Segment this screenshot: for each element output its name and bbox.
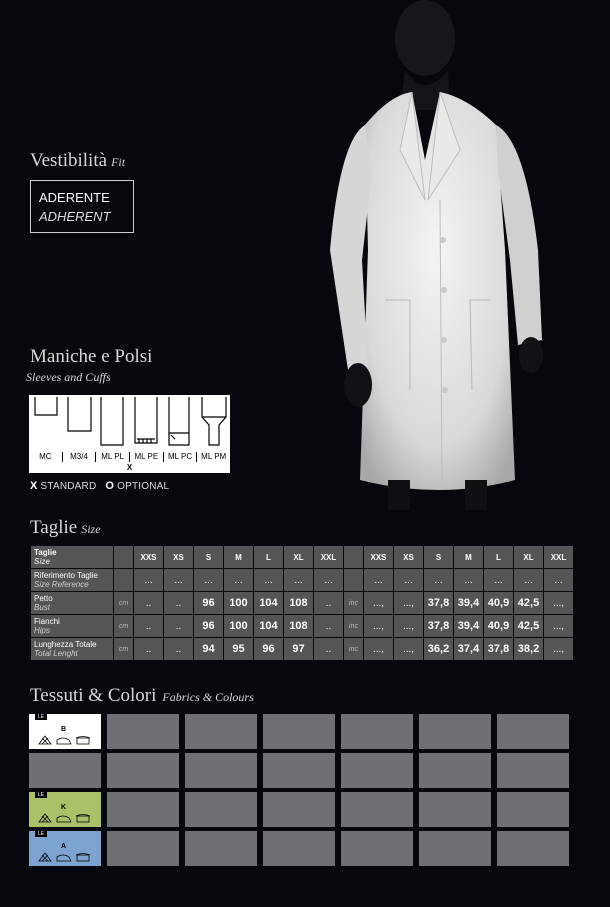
size-value-cell: ...,	[544, 638, 574, 661]
size-value-cell: 96	[194, 615, 224, 638]
sleeve-labels-row	[29, 452, 230, 462]
size-value-cell: ...,	[394, 592, 424, 615]
size-header-cell: XXL	[314, 546, 344, 569]
fabric-swatch	[497, 792, 569, 827]
size-header-cell: M	[454, 546, 484, 569]
sleeve-label: M3/4	[63, 452, 97, 462]
size-header-cell: XXS	[364, 546, 394, 569]
fabrics-title-it: Tessuti & Colori	[30, 685, 157, 706]
legend-o-symbol: O	[105, 480, 115, 492]
size-value-cell: ...,	[394, 615, 424, 638]
care-symbols-icon	[37, 735, 93, 745]
size-title-en: Size	[81, 522, 101, 536]
legend-optional-label: OPTIONAL	[117, 481, 170, 492]
sleeve-label: ML PC	[164, 452, 198, 462]
size-value-cell: ...,	[544, 615, 574, 638]
fabric-swatch	[419, 753, 491, 788]
fabric-tag: LE	[35, 831, 47, 837]
size-value-cell: ..	[134, 638, 164, 661]
size-unit-cell: inc	[344, 638, 364, 661]
size-value-cell: 38,2	[514, 638, 544, 661]
fabric-tag: LE	[35, 714, 47, 720]
fabric-swatch	[419, 831, 491, 866]
size-unit-cell: cm	[114, 615, 134, 638]
fabric-care-label	[29, 714, 101, 749]
size-section-title	[30, 517, 101, 539]
size-header-cell: XL	[284, 546, 314, 569]
size-row-label	[31, 615, 114, 638]
size-value-cell: ...	[164, 569, 194, 592]
size-row-label-en: Size Reference	[34, 580, 89, 589]
size-value-cell: ...	[424, 569, 454, 592]
size-value-cell: 37,4	[454, 638, 484, 661]
size-row-label	[31, 638, 114, 661]
legend-x-symbol: X	[30, 480, 38, 492]
size-unit-cell	[114, 546, 134, 569]
fabric-swatch	[341, 714, 413, 749]
fit-title-en: Fit	[111, 155, 126, 169]
size-row-label-it: Riferimento Taglie	[34, 571, 98, 580]
size-value-cell: 100	[224, 592, 254, 615]
size-row-label-en: Total Lenght	[34, 649, 78, 658]
fabric-care-label	[29, 831, 101, 866]
size-value-cell: ..	[314, 592, 344, 615]
size-value-cell: ...,	[394, 638, 424, 661]
fabric-swatch	[107, 753, 179, 788]
size-value-cell: ...,	[364, 592, 394, 615]
fabric-swatch	[185, 792, 257, 827]
sleeve-standard-marker: X	[126, 463, 133, 472]
fabrics-title-en: Fabrics & Colours	[162, 690, 254, 704]
size-row-label-it: Fianchi	[34, 617, 60, 626]
fit-section-title	[30, 150, 125, 172]
fabric-swatch	[263, 714, 335, 749]
size-unit-cell	[344, 546, 364, 569]
size-row-label-en: Size	[34, 557, 51, 566]
size-value-cell: 94	[194, 638, 224, 661]
size-value-cell: 97	[284, 638, 314, 661]
size-value-cell: ...	[224, 569, 254, 592]
size-value-cell: ..	[134, 615, 164, 638]
fabric-swatch	[107, 792, 179, 827]
fabric-swatch	[263, 792, 335, 827]
size-value-cell: ...,	[544, 592, 574, 615]
size-value-cell: 96	[254, 638, 284, 661]
fabric-swatch	[341, 792, 413, 827]
size-value-cell: ...	[454, 569, 484, 592]
size-value-cell: 37,8	[424, 615, 454, 638]
size-header-cell: XS	[394, 546, 424, 569]
size-value-cell: 108	[284, 615, 314, 638]
sleeves-section-title: Maniche e Polsi	[30, 346, 153, 367]
fabric-care-label	[29, 792, 101, 827]
fabric-swatch	[107, 831, 179, 866]
care-symbols-icon	[37, 813, 93, 823]
fit-value-it: ADERENTE	[39, 190, 110, 205]
size-unit-cell: inc	[344, 592, 364, 615]
sleeve-label: ML PE	[130, 452, 164, 462]
sleeve-shapes-icon	[29, 395, 230, 452]
fabric-code: A	[61, 843, 67, 850]
fabric-swatch	[497, 753, 569, 788]
fit-value-box	[30, 180, 134, 233]
size-unit-cell	[344, 569, 364, 592]
size-header-row	[31, 546, 574, 569]
fabric-swatch	[341, 831, 413, 866]
size-value-cell: ...	[364, 569, 394, 592]
size-value-cell: ...,	[364, 615, 394, 638]
size-value-cell: 36,2	[424, 638, 454, 661]
size-value-cell: 37,8	[424, 592, 454, 615]
size-row-label	[31, 546, 114, 569]
fabric-swatch	[185, 714, 257, 749]
fabric-swatch	[419, 792, 491, 827]
size-unit-cell: cm	[114, 638, 134, 661]
fabric-swatch	[185, 831, 257, 866]
size-table-row	[31, 569, 574, 592]
fabrics-section-title	[30, 685, 254, 707]
fabric-code: B	[61, 726, 67, 733]
size-table	[30, 545, 574, 661]
size-value-cell: ...	[484, 569, 514, 592]
size-value-cell: ..	[164, 638, 194, 661]
size-value-cell: 95	[224, 638, 254, 661]
size-row-label	[31, 592, 114, 615]
size-table-row	[31, 638, 574, 661]
size-row-label-en: Hips	[34, 626, 51, 635]
sleeve-label: ML PM	[201, 452, 227, 461]
size-value-cell: ...	[254, 569, 284, 592]
size-value-cell: ...	[314, 569, 344, 592]
size-row-label-it: Petto	[34, 594, 53, 603]
fabric-care-label	[29, 753, 101, 788]
size-value-cell: ...	[544, 569, 574, 592]
fit-title-it: Vestibilità	[30, 150, 108, 171]
size-value-cell: 104	[254, 592, 284, 615]
lab-coat-model-image	[300, 0, 600, 510]
size-row-label	[31, 569, 114, 592]
size-unit-cell	[114, 569, 134, 592]
size-value-cell: 40,9	[484, 615, 514, 638]
size-header-cell: XS	[164, 546, 194, 569]
size-value-cell: ...	[514, 569, 544, 592]
size-unit-cell: cm	[114, 592, 134, 615]
size-row-label-it: Lunghezza Totale	[34, 640, 97, 649]
size-value-cell: 108	[284, 592, 314, 615]
size-value-cell: 104	[254, 615, 284, 638]
size-value-cell: ...	[194, 569, 224, 592]
size-value-cell: ...	[134, 569, 164, 592]
size-value-cell: 42,5	[514, 615, 544, 638]
fabric-swatch	[263, 831, 335, 866]
size-unit-cell: inc	[344, 615, 364, 638]
size-header-cell: XXL	[544, 546, 574, 569]
size-value-cell: 37,8	[484, 638, 514, 661]
sleeve-label: ML PL	[96, 452, 130, 462]
size-header-cell: S	[424, 546, 454, 569]
size-value-cell: 42,5	[514, 592, 544, 615]
size-value-cell: ..	[314, 638, 344, 661]
size-row-label-en: Bust	[34, 603, 51, 612]
fabric-swatch	[497, 831, 569, 866]
size-value-cell: ..	[164, 615, 194, 638]
fabric-swatch	[185, 753, 257, 788]
size-header-cell: XXS	[134, 546, 164, 569]
size-value-cell: 96	[194, 592, 224, 615]
size-value-cell: 40,9	[484, 592, 514, 615]
fabric-swatch	[341, 753, 413, 788]
size-value-cell: ..	[314, 615, 344, 638]
sleeve-label: MC	[29, 452, 63, 462]
legend-standard-label: STANDARD	[40, 481, 97, 492]
fabric-code: K	[61, 804, 67, 811]
size-value-cell: ...,	[364, 638, 394, 661]
care-symbols-icon	[37, 852, 93, 862]
size-value-cell: ..	[134, 592, 164, 615]
size-value-cell: ...	[394, 569, 424, 592]
size-table-row	[31, 592, 574, 615]
size-value-cell: 39,4	[454, 592, 484, 615]
sleeve-legend	[30, 480, 169, 492]
size-table-row	[31, 615, 574, 638]
size-value-cell: ..	[164, 592, 194, 615]
size-header-cell: S	[194, 546, 224, 569]
fabric-swatch	[419, 714, 491, 749]
fabric-swatch	[107, 714, 179, 749]
sleeves-section-subtitle: Sleeves and Cuffs	[26, 370, 111, 384]
size-header-cell: XL	[514, 546, 544, 569]
size-header-cell: M	[224, 546, 254, 569]
fabric-tag: LE	[35, 792, 47, 798]
size-value-cell: ...	[284, 569, 314, 592]
size-header-cell: L	[484, 546, 514, 569]
size-title-it: Taglie	[30, 517, 78, 538]
fabric-swatch	[497, 714, 569, 749]
fit-value-en: ADHERENT	[39, 209, 111, 224]
size-header-cell: L	[254, 546, 284, 569]
size-value-cell: 39,4	[454, 615, 484, 638]
size-value-cell: 100	[224, 615, 254, 638]
size-row-label-it: Taglie	[34, 548, 57, 557]
fabric-swatch	[263, 753, 335, 788]
